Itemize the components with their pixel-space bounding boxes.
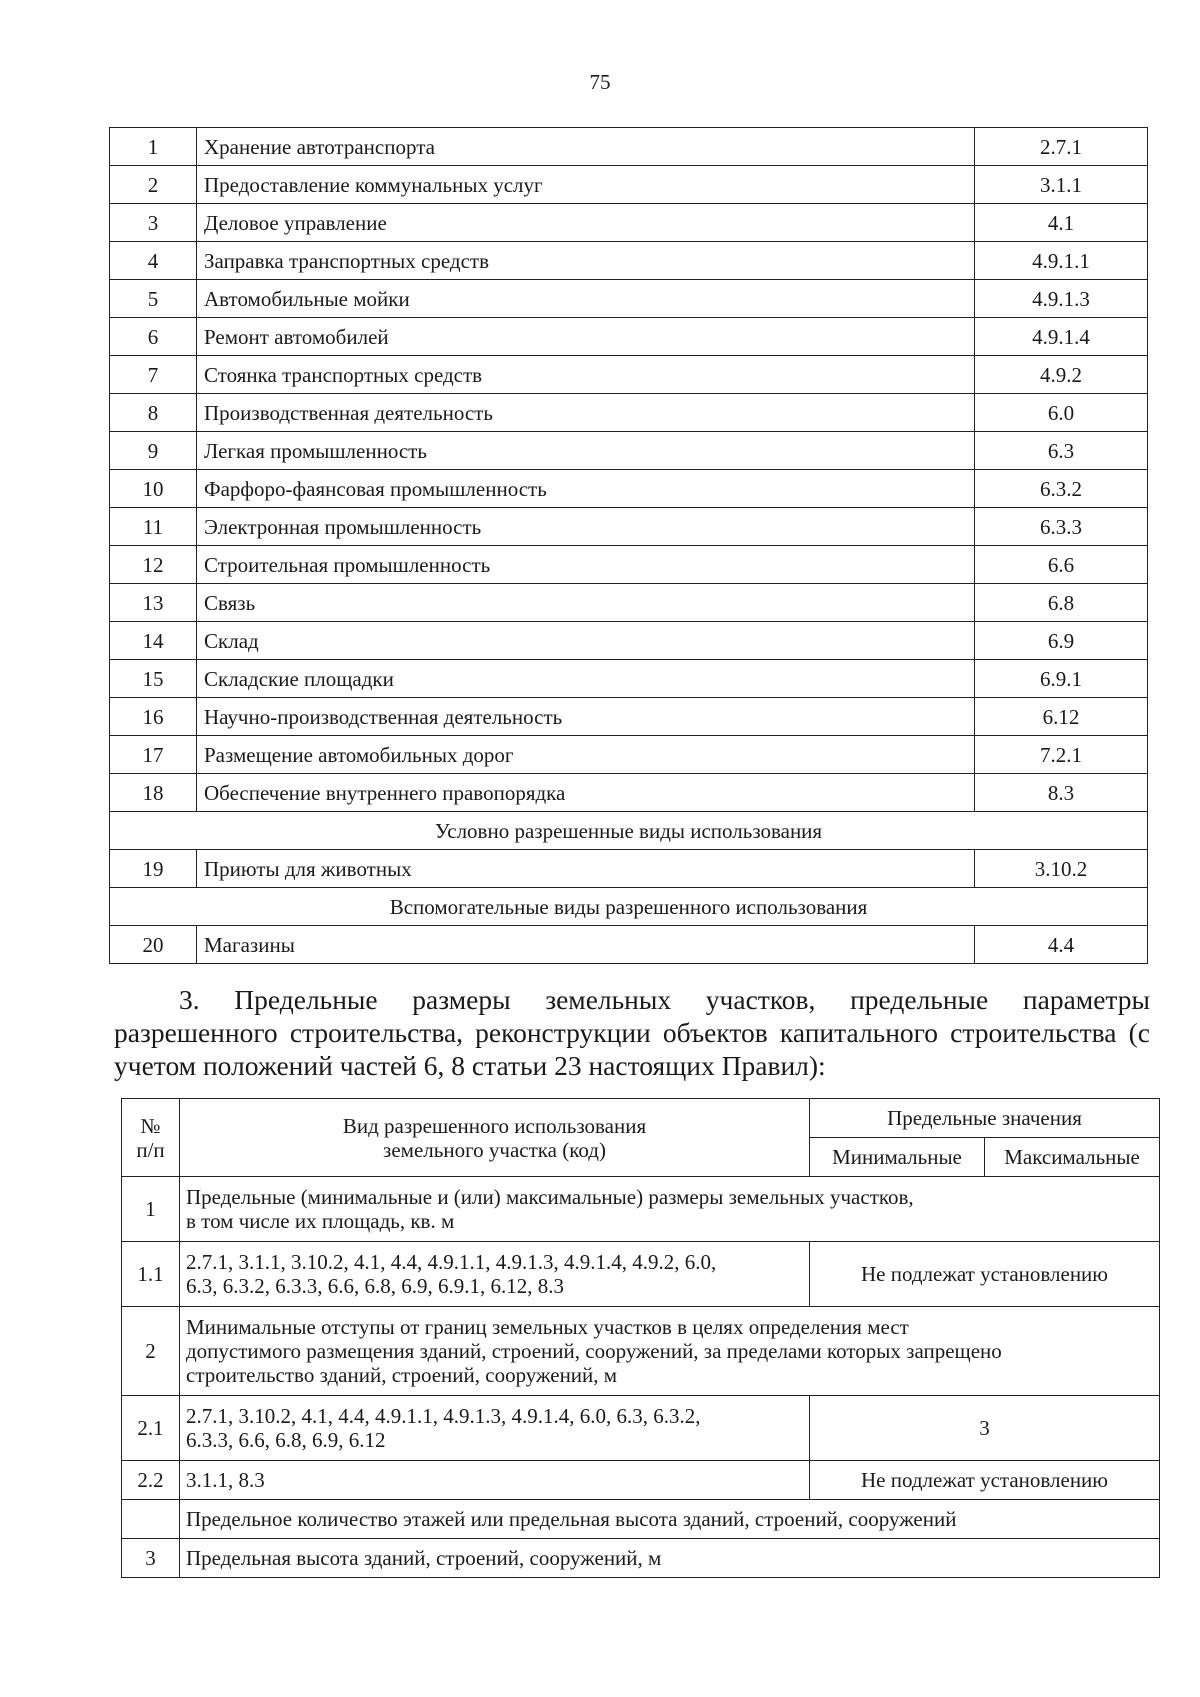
row-description — [180, 1177, 1160, 1242]
use-name: Складские площадки — [197, 660, 975, 698]
section-auxiliary-title: Вспомогательные виды разрешенного использования — [110, 888, 1148, 926]
row-num: 2.1 — [122, 1396, 180, 1461]
use-code: 8.3 — [975, 774, 1148, 812]
use-name: Строительная промышленность — [197, 546, 975, 584]
row-description-line1: Предельные (минимальные и (или) максимальные) размеры земельных участков, — [186, 1185, 914, 1209]
use-row — [110, 660, 1148, 698]
row-number: 15 — [110, 660, 197, 698]
row-number: 17 — [110, 736, 197, 774]
use-row — [110, 850, 1148, 888]
header-kind-cell — [180, 1099, 810, 1177]
limits-table — [121, 1098, 1160, 1578]
use-row — [110, 508, 1148, 546]
use-code: 6.12 — [975, 698, 1148, 736]
row-number: 8 — [110, 394, 197, 432]
use-name: Склад — [197, 622, 975, 660]
use-code: 6.0 — [975, 394, 1148, 432]
use-row — [110, 622, 1148, 660]
row-description — [180, 1307, 1160, 1396]
row-description-line2: допустимого размещения зданий, строений, сооружений, за пределами которых запрещено — [186, 1339, 1002, 1363]
row-codes — [180, 1396, 810, 1461]
row-number: 12 — [110, 546, 197, 584]
limits-row-1 — [122, 1177, 1160, 1242]
permitted-uses-body — [110, 128, 1148, 964]
use-name: Электронная промышленность — [197, 508, 975, 546]
row-codes-line2: 6.3.3, 6.6, 6.8, 6.9, 6.12 — [186, 1428, 386, 1452]
limits-row-floors — [122, 1500, 1160, 1539]
row-value: Не подлежат установлению — [810, 1461, 1160, 1500]
row-description: Предельная высота зданий, строений, сооружений, м — [180, 1539, 1160, 1578]
use-code: 4.4 — [975, 926, 1148, 964]
row-number: 2 — [110, 166, 197, 204]
use-code: 6.3 — [975, 432, 1148, 470]
row-number: 6 — [110, 318, 197, 356]
row-number: 10 — [110, 470, 197, 508]
section-auxiliary — [110, 888, 1148, 926]
row-description-line3: строительство зданий, строений, сооружений, м — [186, 1363, 618, 1387]
limits-row-1-1 — [122, 1242, 1160, 1307]
use-code: 3.10.2 — [975, 850, 1148, 888]
use-code: 4.9.1.3 — [975, 280, 1148, 318]
row-codes-line2: 6.3, 6.3.2, 6.3.3, 6.6, 6.8, 6.9, 6.9.1, 6.12, 8.3 — [186, 1274, 564, 1298]
use-name: Предоставление коммунальных услуг — [197, 166, 975, 204]
row-number: 9 — [110, 432, 197, 470]
use-row — [110, 546, 1148, 584]
row-value: Не подлежат установлению — [810, 1242, 1160, 1307]
use-name: Легкая промышленность — [197, 432, 975, 470]
row-number: 14 — [110, 622, 197, 660]
use-code: 6.9.1 — [975, 660, 1148, 698]
use-row — [110, 774, 1148, 812]
use-row — [110, 204, 1148, 242]
section-conditional-title: Условно разрешенные виды использования — [110, 812, 1148, 850]
use-code: 6.9 — [975, 622, 1148, 660]
use-code: 4.9.1.4 — [975, 318, 1148, 356]
use-row — [110, 356, 1148, 394]
header-num-cell — [122, 1099, 180, 1177]
use-name: Деловое управление — [197, 204, 975, 242]
use-row — [110, 470, 1148, 508]
use-row — [110, 128, 1148, 166]
header-num-line2: п/п — [136, 1137, 165, 1162]
row-number: 16 — [110, 698, 197, 736]
row-number: 18 — [110, 774, 197, 812]
use-row — [110, 698, 1148, 736]
row-num: 3 — [122, 1539, 180, 1578]
use-name: Связь — [197, 584, 975, 622]
section-conditional — [110, 812, 1148, 850]
row-num-empty — [122, 1500, 180, 1539]
row-num: 1.1 — [122, 1242, 180, 1307]
row-number: 20 — [110, 926, 197, 964]
use-code: 6.3.2 — [975, 470, 1148, 508]
use-name: Ремонт автомобилей — [197, 318, 975, 356]
use-code: 4.9.1.1 — [975, 242, 1148, 280]
row-num: 1 — [122, 1177, 180, 1242]
use-name: Научно-производственная деятельность — [197, 698, 975, 736]
header-min-cell: Минимальные — [810, 1138, 985, 1177]
row-number: 13 — [110, 584, 197, 622]
use-name: Заправка транспортных средств — [197, 242, 975, 280]
use-code: 4.1 — [975, 204, 1148, 242]
row-codes-line1: 2.7.1, 3.10.2, 4.1, 4.4, 4.9.1.1, 4.9.1.3, 4.9.1.4, 6.0, 6.3, 6.3.2, — [186, 1404, 701, 1428]
use-row — [110, 926, 1148, 964]
row-number: 11 — [110, 508, 197, 546]
row-description-line2: в том числе их площадь, кв. м — [186, 1209, 455, 1233]
header-kind-line1: Вид разрешенного использования — [342, 1113, 647, 1138]
use-code: 6.3.3 — [975, 508, 1148, 546]
use-code: 2.7.1 — [975, 128, 1148, 166]
use-name: Размещение автомобильных дорог — [197, 736, 975, 774]
use-code: 3.1.1 — [975, 166, 1148, 204]
use-code: 6.8 — [975, 584, 1148, 622]
use-row — [110, 584, 1148, 622]
use-name: Фарфоро-фаянсовая промышленность — [197, 470, 975, 508]
section-3-paragraph — [114, 983, 1150, 1082]
use-row — [110, 318, 1148, 356]
header-num-line1: № — [140, 1113, 161, 1138]
header-max-cell: Максимальные — [985, 1138, 1160, 1177]
row-codes: 3.1.1, 8.3 — [180, 1461, 810, 1500]
row-number: 7 — [110, 356, 197, 394]
row-codes — [180, 1242, 810, 1307]
use-name: Приюты для животных — [197, 850, 975, 888]
limits-row-2 — [122, 1307, 1160, 1396]
use-row — [110, 736, 1148, 774]
row-codes-line1: 2.7.1, 3.1.1, 3.10.2, 4.1, 4.4, 4.9.1.1, 4.9.1.3, 4.9.1.4, 4.9.2, 6.0, — [186, 1250, 717, 1274]
limits-row-2-1 — [122, 1396, 1160, 1461]
use-code: 7.2.1 — [975, 736, 1148, 774]
use-name: Хранение автотранспорта — [197, 128, 975, 166]
header-limits-cell: Предельные значения — [810, 1099, 1160, 1138]
row-description-line1: Минимальные отступы от границ земельных участков в целях определения мест — [186, 1315, 909, 1339]
page-number: 75 — [589, 70, 611, 94]
use-name: Автомобильные мойки — [197, 280, 975, 318]
row-num: 2 — [122, 1307, 180, 1396]
row-number: 1 — [110, 128, 197, 166]
use-name: Обеспечение внутреннего правопорядка — [197, 774, 975, 812]
use-code: 6.6 — [975, 546, 1148, 584]
row-num: 2.2 — [122, 1461, 180, 1500]
section-3-text: 3. Предельные размеры земельных участков, предельные параметры разрешенного строительства, реконструкции объектов капитального строительства (с учетом положений частей 6, 8 статьи 23 настоящих Правил): — [114, 984, 1150, 1081]
row-number: 4 — [110, 242, 197, 280]
row-description: Предельное количество этажей или предельная высота зданий, строений, сооружений — [180, 1500, 1160, 1539]
row-number: 3 — [110, 204, 197, 242]
limits-row-2-2 — [122, 1461, 1160, 1500]
use-row — [110, 280, 1148, 318]
limits-header-row-1 — [122, 1099, 1160, 1138]
use-name: Стоянка транспортных средств — [197, 356, 975, 394]
use-code: 4.9.2 — [975, 356, 1148, 394]
use-row — [110, 432, 1148, 470]
limits-row-3 — [122, 1539, 1160, 1578]
row-number: 19 — [110, 850, 197, 888]
permitted-uses-table — [109, 127, 1148, 964]
header-kind-line2: земельного участка (код) — [383, 1137, 606, 1162]
use-name: Магазины — [197, 926, 975, 964]
use-row — [110, 242, 1148, 280]
row-value: 3 — [810, 1396, 1160, 1461]
use-name: Производственная деятельность — [197, 394, 975, 432]
row-number: 5 — [110, 280, 197, 318]
use-row — [110, 166, 1148, 204]
use-row — [110, 394, 1148, 432]
